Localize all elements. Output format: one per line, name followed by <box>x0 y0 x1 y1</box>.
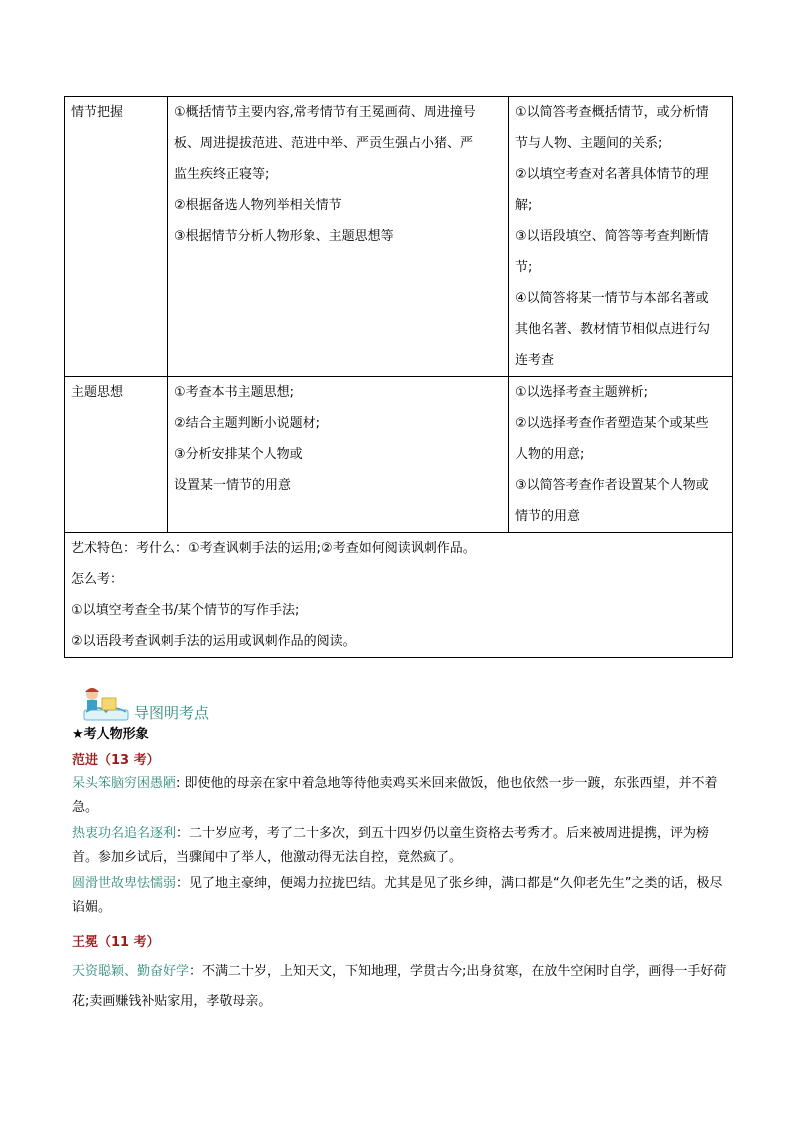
character-name: 范进（13 考） <box>72 753 160 768</box>
section-title: 导图明考点 <box>134 704 210 722</box>
trait-text: : 即使他的母亲在家中着急地等待他卖鸡买米回来做饭，他也依然一步一踱，东张西望，并不着急。 <box>72 776 718 815</box>
table-row <box>65 533 733 658</box>
section-subtitle: ★考人物形象 <box>72 727 149 742</box>
trait-text: ：二十岁应考，考了二十多次，到五十四岁仍以童生资格去考秀才。后来被周进提携，评为榜首。参加乡试后，当骤闻中了举人，他激动得无法自控，竟然疯了。 <box>72 826 710 865</box>
trait-term: 热衷功名追名逐利 <box>72 826 177 841</box>
section-heading <box>72 684 372 724</box>
row-category: 主题思想 <box>65 377 168 533</box>
row-category: 情节把握 <box>65 97 168 377</box>
trait-paragraph <box>72 957 732 1017</box>
row-method: ①以选择考查主题辨析; ②以选择考查作者塑造某个或某些 人物的用意; ③以简答考查作者设置某个人物或 情节的用意 <box>509 377 733 533</box>
character-name: 王冕（11 考） <box>72 935 160 950</box>
reading-child-icon <box>72 684 134 724</box>
trait-text: ：不满二十岁，上知天文，下知地理，学贯古今;出身贫寒，在放牛空闲时自学，画得一手好荷花;卖画赚钱补贴家用，孝敬母亲。 <box>72 964 727 1009</box>
table-row <box>65 97 733 377</box>
trait-paragraph <box>72 822 732 870</box>
exam-points-table <box>64 96 733 658</box>
table-row <box>65 377 733 533</box>
trait-text: ：见了地主豪绅，便竭力拉拢巴结。尤其是见了张乡绅，满口都是“久仰老先生”之类的话，极尽谄媚。 <box>72 876 723 915</box>
trait-term: 呆头笨脑穷困愚陋 <box>72 776 177 791</box>
trait-paragraph <box>72 772 732 820</box>
row-method: ①以简答考查概括情节，或分析情 节与人物、主题间的关系; ②以填空考查对名著具体情节的理 解; ③以语段填空、简答等考查判断情 节; ④以简答将某一情节与本部名著或 其他名著、教材情节相似点进行勾 连考查 <box>509 97 733 377</box>
row-content: ①概括情节主要内容,常考情节有王冕画荷、周进撞号 板、周进提拔范进、范进中举、严贡生强占小猪、严 监生疾终正寝等; ②根据备选人物列举相关情节 ③根据情节分析人物形象、主题思想等 <box>168 97 509 377</box>
trait-term: 圆滑世故卑怯懦弱 <box>72 876 177 891</box>
art-feature-cell: 艺术特色：考什么：①考查讽刺手法的运用;②考查如何阅读讽刺作品。 怎么考： ①以填空考查全书/某个情节的写作手法; ②以语段考查讽刺手法的运用或讽刺作品的阅读。 <box>65 533 733 658</box>
trait-paragraph <box>72 872 732 920</box>
trait-term: 天资聪颖、勤奋好学 <box>72 964 190 979</box>
row-content: ①考查本书主题思想; ②结合主题判断小说题材; ③分析安排某个人物或 设置某一情节的用意 <box>168 377 509 533</box>
